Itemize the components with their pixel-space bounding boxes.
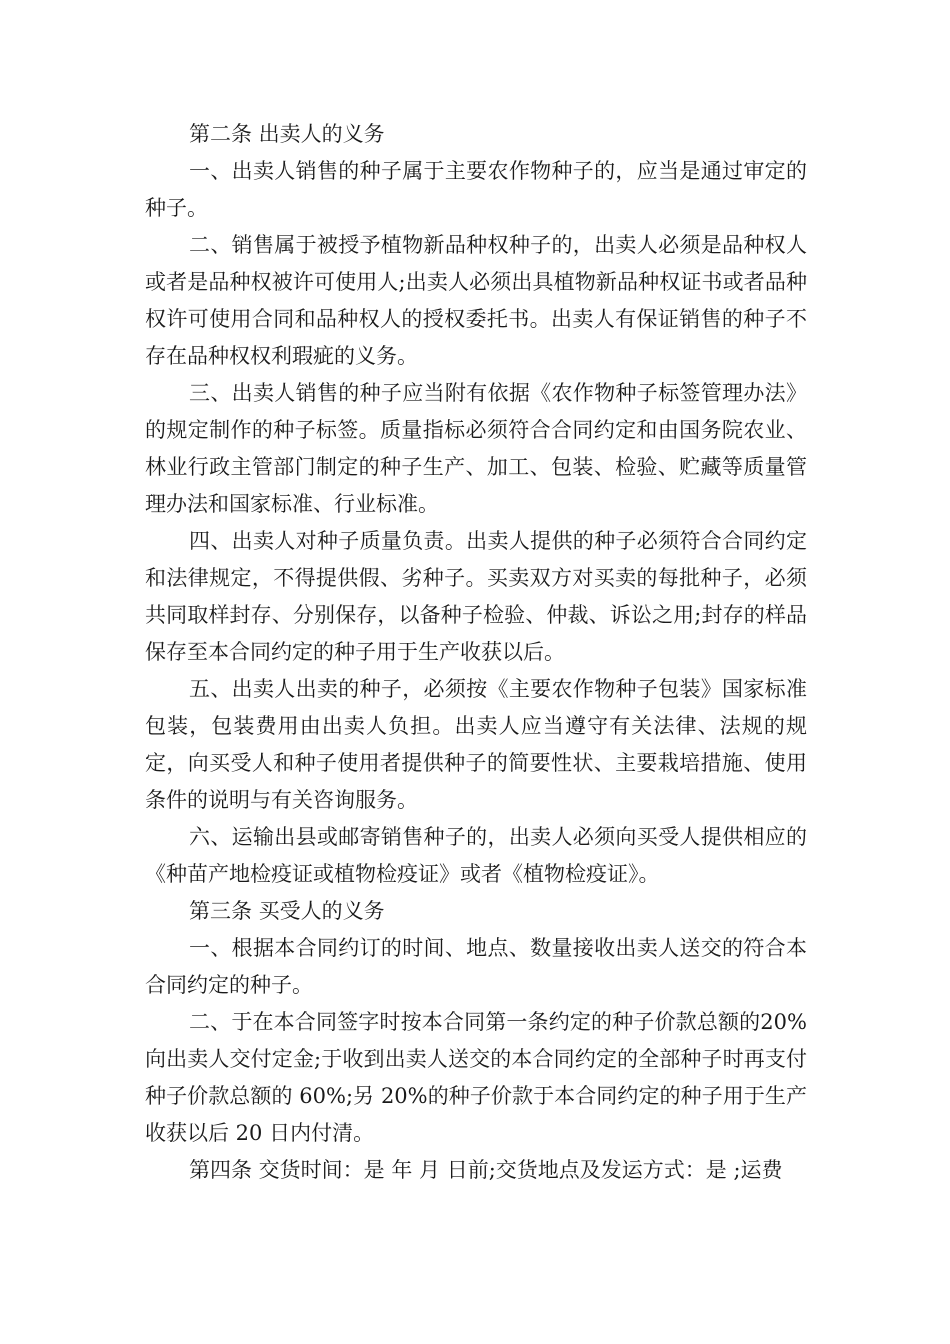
article-4-text: 第四条 交货时间：是 年 月 日前;交货地点及发运方式：是 ;运费 bbox=[189, 1158, 783, 1182]
article-2-clause-3: 三、出卖人销售的种子应当附有依据《农作物种子标签管理办法》的规定制作的种子标签。质量指标必须符合合同约定和由国务院农业、林业行政主管部门制定的种子生产、加工、包装、检验、贮藏等质量管理办法和国家标准、行业标准。 bbox=[145, 381, 807, 516]
article-3-heading: 第三条 买受人的义务 bbox=[189, 899, 385, 923]
article-2-clause-5: 五、出卖人出卖的种子，必须按《主要农作物种子包装》国家标准包装，包装费用由出卖人负担。出卖人应当遵守有关法律、法规的规定，向买受人和种子使用者提供种子的简要性状、主要栽培措施、使用条件的说明与有关咨询服务。 bbox=[145, 677, 807, 812]
document-body bbox=[145, 116, 807, 1189]
article-3-clause-1: 一、根据本合同约订的时间、地点、数量接收出卖人送交的符合本合同约定的种子。 bbox=[145, 936, 807, 997]
article-2-clause-1: 一、出卖人销售的种子属于主要农作物种子的，应当是通过审定的种子。 bbox=[145, 159, 807, 220]
article-2-clause-6: 六、运输出县或邮寄销售种子的，出卖人必须向买受人提供相应的《种苗产地检疫证或植物检疫证》或者《植物检疫证》。 bbox=[145, 825, 807, 886]
article-3-clause-2: 二、于在本合同签字时按本合同第一条约定的种子价款总额的20%向出卖人交付定金;于收到出卖人送交的本合同约定的全部种子时再支付种子价款总额的 60%;另 20%的种子价款于本合同约定的种子用于生产收获以后 20 日内付清。 bbox=[145, 1010, 807, 1145]
article-2-clause-2: 二、销售属于被授予植物新品种权种子的，出卖人必须是品种权人或者是品种权被许可使用人;出卖人必须出具植物新品种权证书或者品种权许可使用合同和品种权人的授权委托书。出卖人有保证销售的种子不存在品种权权利瑕疵的义务。 bbox=[145, 233, 807, 368]
article-2-heading: 第二条 出卖人的义务 bbox=[189, 122, 385, 146]
article-2-clause-4: 四、出卖人对种子质量负责。出卖人提供的种子必须符合合同约定和法律规定，不得提供假、劣种子。买卖双方对买卖的每批种子，必须共同取样封存、分别保存，以备种子检验、仲裁、诉讼之用;封存的样品保存至本合同约定的种子用于生产收获以后。 bbox=[145, 529, 807, 664]
